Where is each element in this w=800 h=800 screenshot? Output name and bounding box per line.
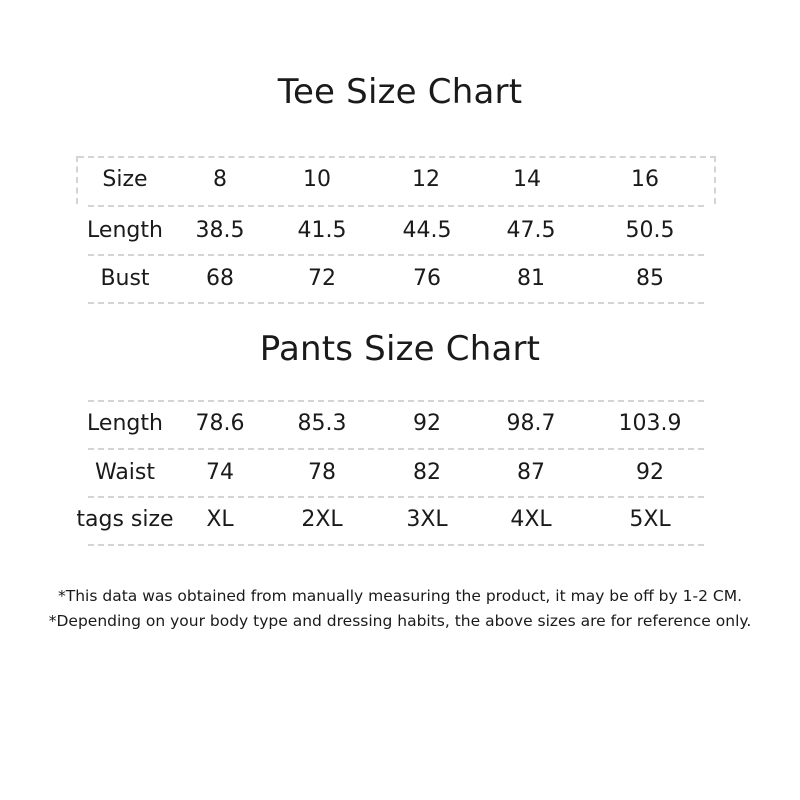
table-cell: 76 — [413, 266, 441, 291]
table-cell: 72 — [308, 266, 336, 291]
table-cell: 78 — [308, 460, 336, 485]
tee-row-divider — [88, 254, 704, 256]
pants-row-divider — [88, 448, 704, 450]
table-cell: 47.5 — [506, 218, 556, 243]
pants-row-length — [0, 404, 800, 444]
table-cell: 4XL — [510, 507, 552, 532]
table-cell: 92 — [413, 411, 441, 436]
table-cell: 38.5 — [195, 218, 245, 243]
table-cell: 12 — [412, 167, 440, 192]
footnote-reference: *Depending on your body type and dressing habits, the above sizes are for reference only. — [48, 612, 752, 630]
row-label: Length — [87, 411, 163, 436]
row-label: tags size — [76, 507, 174, 532]
tee-row-length — [0, 211, 800, 251]
table-cell: XL — [206, 507, 234, 532]
table-cell: 14 — [513, 167, 541, 192]
table-cell: 16 — [631, 167, 659, 192]
table-cell: 3XL — [406, 507, 448, 532]
row-label: Bust — [100, 266, 150, 291]
table-cell: 85.3 — [297, 411, 347, 436]
tee-size-chart-title: Tee Size Chart — [277, 72, 523, 112]
table-cell: 81 — [517, 266, 545, 291]
tee-row-divider — [88, 302, 704, 304]
table-cell: 2XL — [301, 507, 343, 532]
table-cell: 74 — [206, 460, 234, 485]
row-label: Size — [102, 167, 148, 192]
table-cell: 41.5 — [297, 218, 347, 243]
table-cell: 78.6 — [195, 411, 245, 436]
pants-row-waist — [0, 453, 800, 493]
table-cell: 5XL — [629, 507, 671, 532]
table-cell: 92 — [636, 460, 664, 485]
table-cell: 85 — [636, 266, 664, 291]
table-cell: 98.7 — [506, 411, 556, 436]
table-cell: 50.5 — [625, 218, 675, 243]
table-cell: 8 — [213, 167, 227, 192]
tee-row-divider — [88, 205, 704, 207]
table-cell: 87 — [517, 460, 545, 485]
table-cell: 10 — [303, 167, 331, 192]
tee-row-bust — [0, 259, 800, 299]
tee-header-top-border — [78, 156, 716, 158]
table-cell: 82 — [413, 460, 441, 485]
pants-row-divider — [88, 544, 704, 546]
pants-row-divider — [88, 496, 704, 498]
table-cell: 44.5 — [402, 218, 452, 243]
row-label: Waist — [94, 460, 156, 485]
pants-row-divider — [88, 400, 704, 402]
table-cell: 103.9 — [618, 411, 682, 436]
pants-size-chart-title: Pants Size Chart — [259, 329, 541, 369]
table-cell: 68 — [206, 266, 234, 291]
pants-row-tags-size — [0, 500, 800, 540]
tee-row-size — [0, 160, 800, 200]
row-label: Length — [87, 218, 163, 243]
footnote-measurement: *This data was obtained from manually measuring the product, it may be off by 1-2 CM. — [58, 587, 742, 605]
